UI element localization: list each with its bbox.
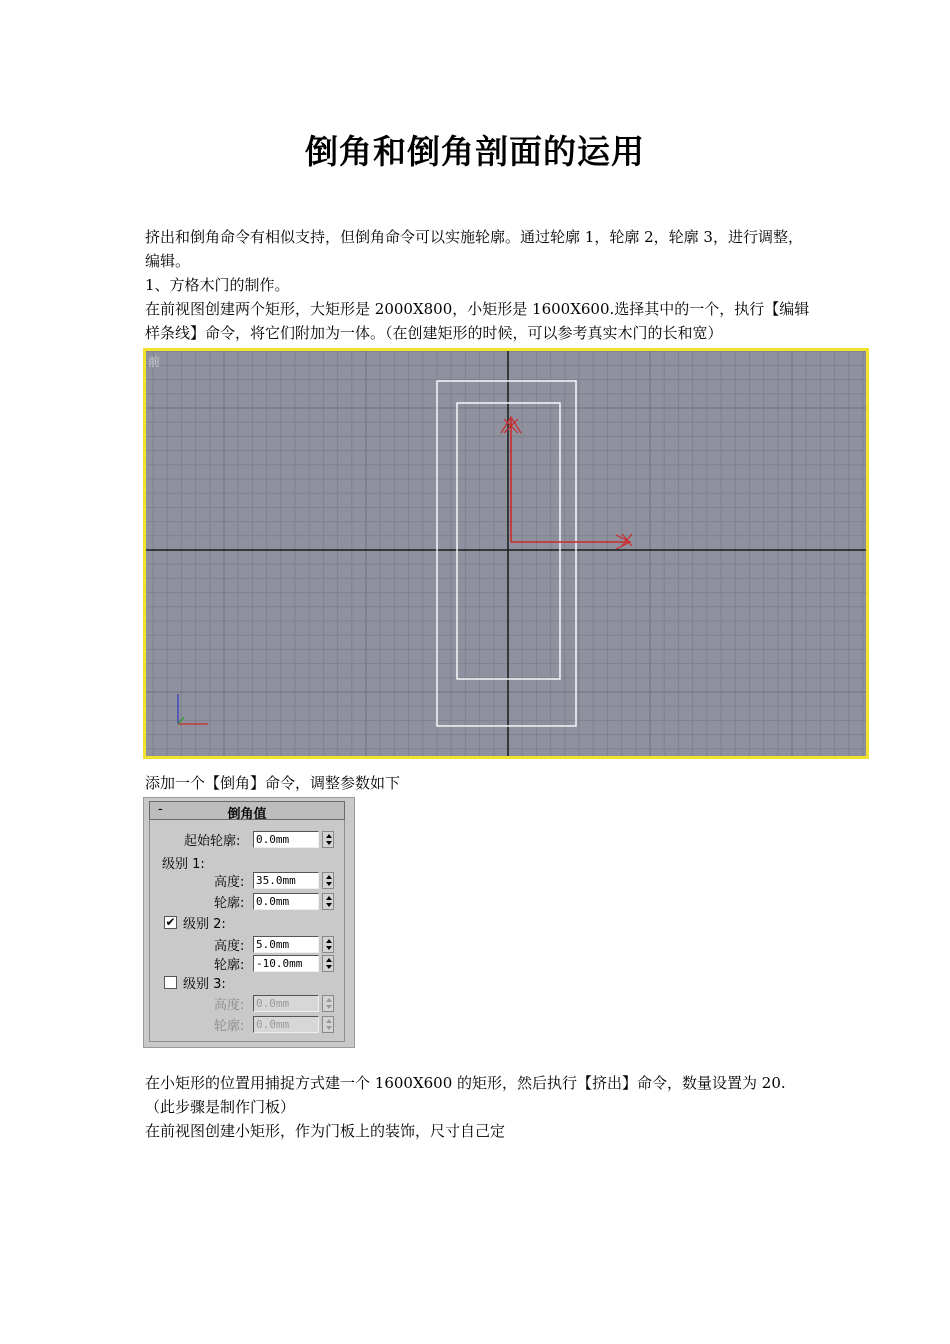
step-heading: 1、方格木门的制作。: [145, 276, 290, 294]
level3-outline-label: 轮廓:: [214, 1019, 245, 1034]
level2-label: 级别 2:: [183, 917, 226, 932]
level1-outline-label: 轮廓:: [214, 896, 245, 911]
panel-title: 倒角值: [227, 807, 267, 822]
level1-outline-field[interactable]: 0.0mm: [253, 893, 319, 910]
bevel-values-panel: [143, 797, 355, 1048]
level2-height-label: 高度:: [214, 939, 245, 954]
level3-checkbox[interactable]: [164, 976, 177, 989]
bevel-paragraph: 添加一个【倒角】命令，调整参数如下: [145, 774, 401, 792]
decoration-paragraph: 在前视图创建小矩形，作为门板上的装饰，尺寸自己定: [145, 1122, 506, 1140]
start-outline-spinner[interactable]: [322, 831, 334, 848]
level3-outline-field[interactable]: 0.0mm: [253, 1016, 319, 1033]
level2-outline-spinner[interactable]: [322, 955, 334, 972]
intro-paragraph: 挤出和倒角命令有相似支持，但倒角命令可以实施轮廓。通过轮廓 1，轮廓 2，轮廓 3，进行调整，编辑。: [145, 228, 803, 270]
level2-outline-label: 轮廓:: [214, 958, 245, 973]
level2-height-spinner[interactable]: [322, 936, 334, 953]
collapse-button[interactable]: -: [158, 802, 163, 817]
panel-header[interactable]: [149, 801, 345, 820]
viewport-background: [146, 351, 866, 756]
level1-label: 级别 1:: [162, 857, 205, 872]
level3-label: 级别 3:: [183, 977, 226, 992]
start-outline-label: 起始轮廓:: [184, 834, 241, 849]
level3-outline-spinner[interactable]: [322, 1016, 334, 1033]
level2-outline-field[interactable]: -10.0mm: [253, 955, 319, 972]
extrude-paragraph: 在小矩形的位置用捕捉方式建一个 1600X600 的矩形，然后执行【挤出】命令，数量设置为 20.（此步骤是制作门板）: [145, 1074, 786, 1116]
level1-height-label: 高度:: [214, 875, 245, 890]
viewport-label: 前: [148, 355, 161, 369]
panel-body: [149, 820, 345, 1042]
level1-height-spinner[interactable]: [322, 872, 334, 889]
start-outline-field[interactable]: 0.0mm: [253, 831, 319, 848]
viewport-canvas: [146, 351, 866, 756]
level1-height-field[interactable]: 35.0mm: [253, 872, 319, 889]
level3-height-label: 高度:: [214, 998, 245, 1013]
page-title: 倒角和倒角剖面的运用: [305, 132, 645, 171]
level2-checkbox[interactable]: ✔: [165, 915, 176, 929]
front-viewport-screenshot: [143, 348, 869, 759]
level1-outline-spinner[interactable]: [322, 893, 334, 910]
step-paragraph: 在前视图创建两个矩形，大矩形是 2000X800，小矩形是 1600X600.选择其中的一个，执行【编辑样条线】命令，将它们附加为一体。（在创建矩形的时候，可以参考真实木门的长和宽）: [145, 300, 810, 342]
level2-height-field[interactable]: 5.0mm: [253, 936, 319, 953]
level3-height-spinner[interactable]: [322, 995, 334, 1012]
level3-height-field[interactable]: 0.0mm: [253, 995, 319, 1012]
